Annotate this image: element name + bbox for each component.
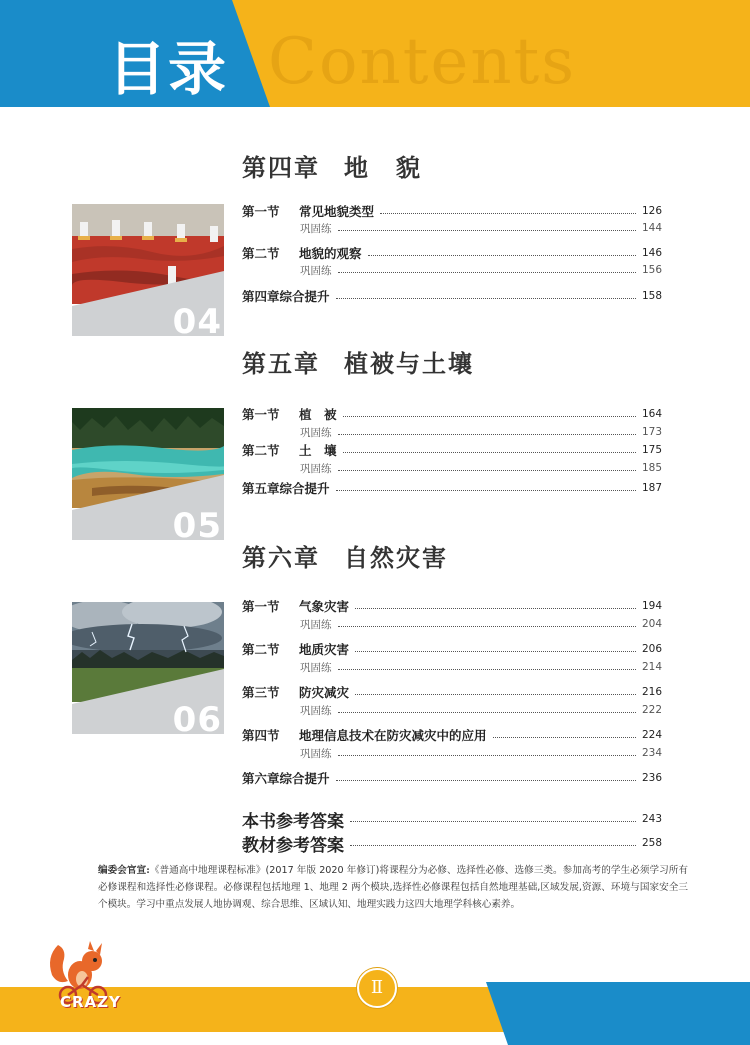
brand-logo: CRAZY — [60, 993, 121, 1011]
exercise-title: 巩固练 — [300, 426, 332, 439]
contents-watermark: Contents — [268, 25, 577, 99]
dot-leader — [338, 434, 637, 435]
chapter-5-thumbnail — [72, 408, 224, 540]
chapter-5-name: 植被与土壤 — [344, 349, 474, 378]
dot-leader — [336, 298, 636, 299]
section-title: 土 壤 — [299, 443, 337, 458]
page-number: 206 — [642, 643, 663, 655]
dot-leader — [336, 780, 636, 781]
note-lead: 编委会官宣: — [98, 865, 150, 876]
dot-leader — [338, 626, 637, 627]
chapter-5-heading — [242, 344, 474, 379]
toc-row-summary[interactable] — [242, 480, 662, 496]
page-number: 173 — [642, 426, 663, 438]
chapter-5-badge: 05 — [172, 506, 222, 540]
chapter-6-badge: 06 — [172, 700, 222, 734]
toc-row[interactable] — [242, 203, 662, 219]
dot-leader — [336, 490, 636, 491]
chapter-4-thumbnail — [72, 204, 224, 336]
summary-title: 第六章综合提升 — [242, 771, 330, 786]
dot-leader — [338, 272, 637, 273]
section-title: 地理信息技术在防灾减灾中的应用 — [299, 728, 487, 743]
exercise-title: 巩固练 — [300, 704, 332, 717]
page-number: 216 — [642, 686, 663, 698]
dot-leader — [355, 694, 636, 695]
page-title: 目录 — [108, 35, 229, 103]
dot-leader — [368, 255, 636, 256]
exercise-title: 巩固练 — [300, 222, 332, 235]
dot-leader — [493, 737, 636, 738]
toc-row-exercise[interactable] — [300, 702, 662, 718]
dot-leader — [338, 755, 637, 756]
section-title: 地貌的观察 — [299, 246, 362, 261]
page-number: 236 — [642, 772, 663, 784]
exercise-title: 巩固练 — [300, 264, 332, 277]
section-title: 气象灾害 — [299, 599, 350, 614]
page-number: 194 — [642, 600, 663, 612]
dot-leader — [338, 712, 637, 713]
page-number: 144 — [642, 222, 663, 234]
page-number: 204 — [642, 618, 663, 630]
chapter-4-badge: 04 — [172, 302, 222, 336]
page-number-badge: Ⅱ — [357, 968, 397, 1008]
exercise-title: 巩固练 — [300, 462, 332, 475]
page-number: 258 — [642, 837, 663, 849]
toc-row[interactable] — [242, 245, 662, 261]
page-number: 222 — [642, 704, 663, 716]
toc-row[interactable] — [242, 641, 662, 657]
dot-leader — [343, 416, 636, 417]
exercise-title: 巩固练 — [300, 618, 332, 631]
section-title: 常见地貌类型 — [299, 204, 375, 219]
toc-row-summary[interactable] — [242, 770, 662, 786]
toc-row[interactable] — [242, 727, 662, 743]
toc-row-exercise[interactable] — [300, 460, 662, 476]
page-number: 187 — [642, 482, 663, 494]
toc-row-exercise[interactable] — [300, 745, 662, 761]
toc-row-exercise[interactable] — [300, 262, 662, 278]
toc-row-summary[interactable] — [242, 288, 662, 304]
section-number: 第四节 — [242, 728, 280, 743]
editorial-note — [98, 862, 688, 913]
page-number: 234 — [642, 747, 663, 759]
section-title: 防灾减灾 — [299, 685, 350, 700]
chapter-6-number-label: 第六章 — [242, 543, 320, 572]
section-number: 第二节 — [242, 246, 280, 261]
answers-title: 教材参考答案 — [242, 835, 344, 856]
dot-leader — [380, 213, 636, 214]
toc-row-answers-textbook[interactable] — [242, 832, 662, 854]
section-number: 第一节 — [242, 407, 280, 422]
dot-leader — [338, 470, 637, 471]
chapter-6-heading — [242, 538, 448, 573]
chapter-4-name: 地 貌 — [344, 153, 422, 182]
toc-row[interactable] — [242, 442, 662, 458]
page-number: 214 — [642, 661, 663, 673]
page-number: 185 — [642, 462, 663, 474]
toc-row[interactable] — [242, 406, 662, 422]
section-number: 第一节 — [242, 599, 280, 614]
dot-leader — [338, 230, 637, 231]
dot-leader — [350, 821, 636, 822]
summary-title: 第四章综合提升 — [242, 289, 330, 304]
dot-leader — [343, 452, 636, 453]
toc-row-exercise[interactable] — [300, 616, 662, 632]
page-number: 243 — [642, 813, 663, 825]
section-title: 地质灾害 — [299, 642, 350, 657]
toc-row-exercise[interactable] — [300, 659, 662, 675]
toc-row-answers-book[interactable] — [242, 808, 662, 830]
section-number: 第三节 — [242, 685, 280, 700]
toc-row[interactable] — [242, 598, 662, 614]
chapter-6-thumbnail — [72, 602, 224, 734]
section-number: 第一节 — [242, 204, 280, 219]
chapter-4-number-label: 第四章 — [242, 153, 320, 182]
page-number: 224 — [642, 729, 663, 741]
summary-title: 第五章综合提升 — [242, 481, 330, 496]
toc-row-exercise[interactable] — [300, 424, 662, 440]
page-number: 164 — [642, 408, 663, 420]
toc-row[interactable] — [242, 684, 662, 700]
section-title: 植 被 — [299, 407, 337, 422]
dot-leader — [338, 669, 637, 670]
note-text: 《普通高中地理课程标准》(2017 年版 2020 年修订)将课程分为必修、选择性必修、选修三类。参加高考的学生必须学习所有必修课程和选择性必修课程。必修课程包括地理 1、地理 2 两个模块,选择性必修课程包括自然地理基础,区域发展,资源、环境与国家安全三个模块。学习中重点发展人地协调观、综合思维、区域认知、地理实践力这四大地理学科核心素养。 — [98, 865, 688, 910]
answers-title: 本书参考答案 — [242, 811, 344, 832]
page-number: 175 — [642, 444, 663, 456]
toc-row-exercise[interactable] — [300, 220, 662, 236]
chapter-6-name: 自然灾害 — [344, 543, 448, 572]
section-number: 第二节 — [242, 443, 280, 458]
exercise-title: 巩固练 — [300, 661, 332, 674]
exercise-title: 巩固练 — [300, 747, 332, 760]
chapter-5-number-label: 第五章 — [242, 349, 320, 378]
dot-leader — [350, 845, 636, 846]
dot-leader — [355, 608, 636, 609]
section-number: 第二节 — [242, 642, 280, 657]
chapter-4-heading — [242, 148, 422, 183]
page-number: 126 — [642, 205, 663, 217]
footer-band-blue — [486, 982, 750, 1045]
page-number: 156 — [642, 264, 663, 276]
dot-leader — [355, 651, 636, 652]
page-number: 146 — [642, 247, 663, 259]
page-number: 158 — [642, 290, 663, 302]
